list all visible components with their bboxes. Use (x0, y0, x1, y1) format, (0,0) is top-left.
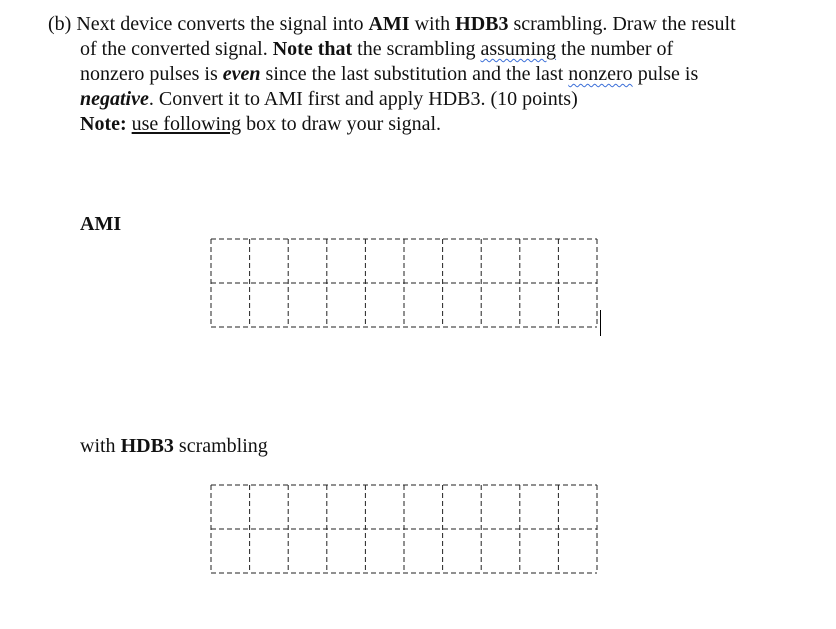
question-line-1: (b) Next device converts the signal into AMI with HDB3 scrambling. Draw the result (48, 13, 736, 35)
spellcheck-assuming: assuming (480, 38, 557, 60)
note-label: Note: (80, 113, 127, 135)
hdb3-section-label: with HDB3 scrambling (80, 435, 268, 457)
emphasis-negative: negative (80, 88, 149, 110)
ami-drawing-grid[interactable] (210, 238, 600, 330)
spellcheck-use-following: use following (131, 113, 242, 135)
question-text (48, 12, 828, 137)
question-line-2: of the converted signal. Note that the scrambling assuming the number of (80, 38, 674, 60)
question-line-4: negative. Convert it to AMI first and apply HDB3. (10 points) (80, 88, 578, 110)
note-that: Note that (272, 38, 353, 60)
question-line-3: nonzero pulses is even since the last substitution and the last nonzero pulse is (80, 63, 699, 85)
hdb3-drawing-grid[interactable] (210, 484, 600, 576)
question-line-5: Note: use following box to draw your signal. (80, 113, 442, 135)
term-hdb3: HDB3 (455, 13, 509, 35)
ami-section-label: AMI (80, 213, 122, 235)
emphasis-even: even (222, 63, 261, 85)
text-cursor (600, 310, 601, 336)
term-ami: AMI (368, 13, 410, 35)
spellcheck-nonzero: nonzero (568, 63, 633, 85)
